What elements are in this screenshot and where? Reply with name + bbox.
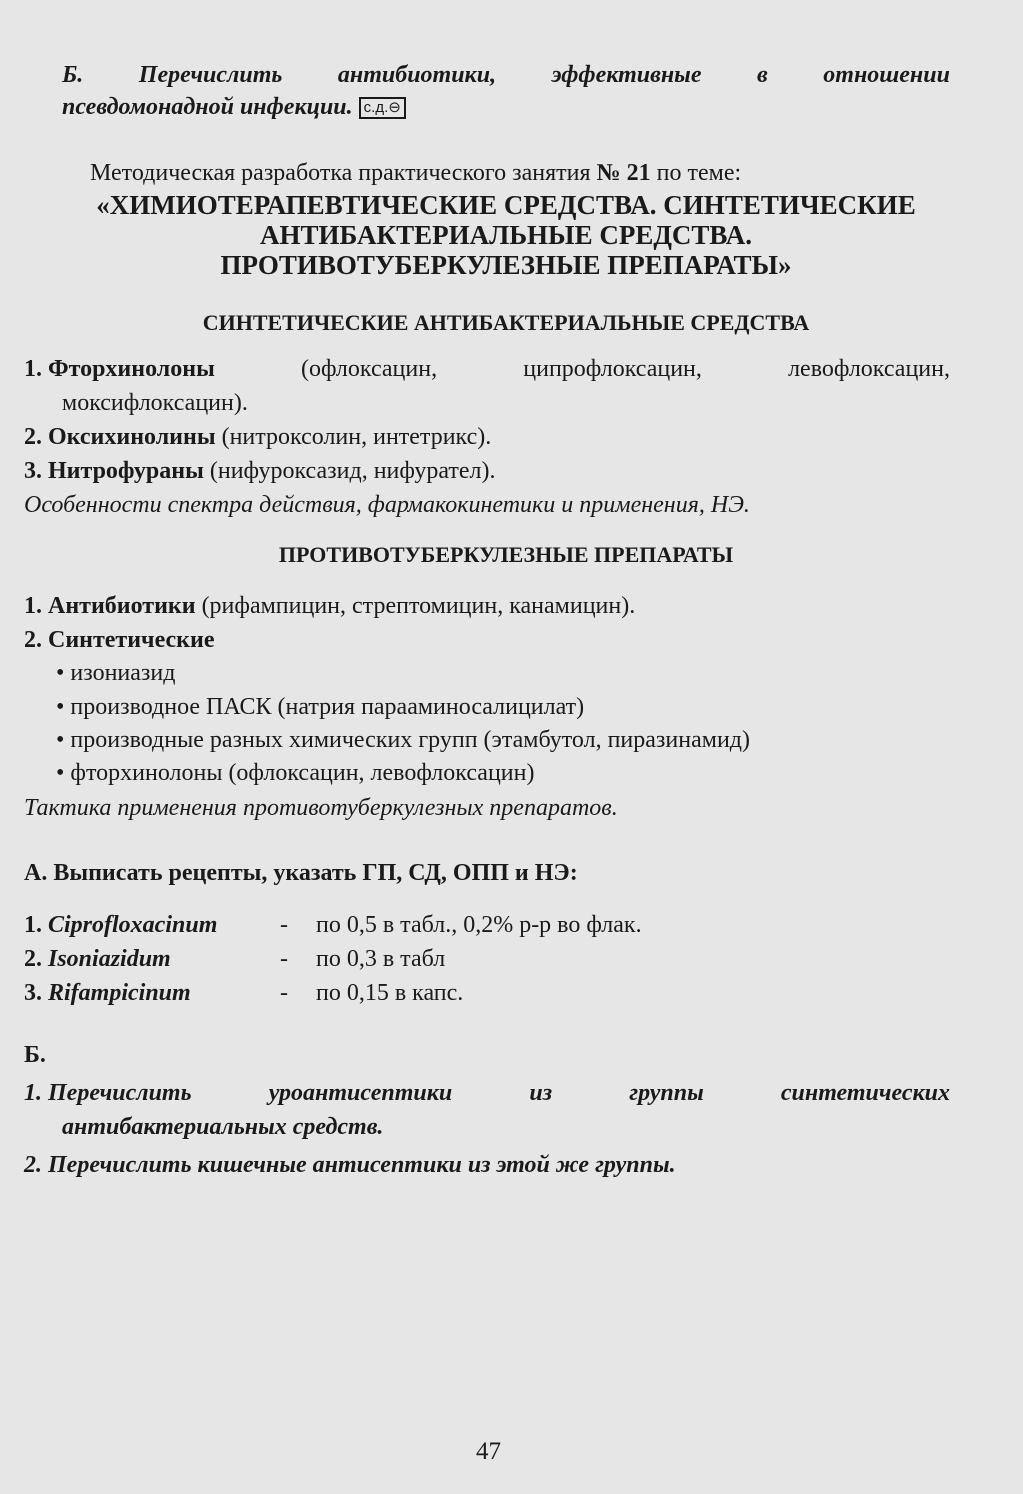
- item-number: 3.: [24, 458, 42, 484]
- item-number: 2.: [24, 424, 42, 450]
- section-b-top-line2: [62, 94, 406, 121]
- drug-group-name: Нитрофураны: [48, 458, 204, 484]
- rx-drug: Ciprofloxacinum: [48, 912, 218, 938]
- rx-dash-2: -: [280, 946, 288, 972]
- word: в: [757, 62, 768, 88]
- item-number: 1.: [24, 356, 42, 382]
- rx-number: 1.: [24, 912, 42, 938]
- drug-name: (офлоксацин,: [300, 356, 438, 382]
- synthetic-item-1: [24, 356, 950, 383]
- rx-drug: Rifampicinum: [48, 980, 191, 1006]
- rx-row-2: [24, 946, 171, 973]
- rx-dash-1: -: [280, 912, 288, 938]
- tb-bullet-4: • фторхинолоны (офлоксацин, левофлоксацин): [56, 760, 535, 786]
- word: уроантисептики: [268, 1080, 453, 1106]
- word: Перечислить: [138, 62, 283, 88]
- word: группы: [629, 1080, 704, 1106]
- word: синтетических: [780, 1080, 950, 1106]
- drug-list: (нитроксолин, интетрикс).: [221, 424, 492, 450]
- item-number: 1.: [24, 1080, 42, 1106]
- difficulty-badge: с.д.⊖: [359, 97, 406, 119]
- topic-intro-suffix: по теме:: [656, 160, 742, 186]
- rx-row-3: [24, 980, 191, 1007]
- synthetic-note: Особенности спектра действия, фармакокинетики и применения, НЭ.: [24, 492, 750, 518]
- lesson-number: № 21: [596, 160, 651, 186]
- section-b-bottom-label: Б.: [24, 1042, 46, 1068]
- rx-dose-3: по 0,15 в капс.: [316, 980, 464, 1006]
- rx-row-1: [24, 912, 217, 939]
- synthetic-item-2: [24, 424, 491, 451]
- topic-intro-text: Методическая разработка практического занятия: [90, 160, 591, 186]
- section-b-item-1-cont: антибактериальных средств.: [62, 1114, 384, 1140]
- section-b-label: Б.: [62, 62, 84, 88]
- tb-item-2: [24, 627, 215, 654]
- synthetic-item-3: [24, 458, 495, 485]
- page-number: 47: [476, 1438, 501, 1465]
- rx-dose-1: по 0,5 в табл., 0,2% р-р во флак.: [316, 912, 642, 938]
- section-b-item-2: [24, 1152, 676, 1179]
- tb-note: Тактика применения противотуберкулезных препаратов.: [24, 795, 618, 821]
- drug-list: (рифампицин, стрептомицин, канамицин).: [201, 593, 636, 619]
- section-b-item-1: [24, 1080, 950, 1107]
- word: антибиотики,: [337, 62, 497, 88]
- topic-intro: [90, 160, 741, 187]
- item-number: 2.: [24, 1152, 42, 1178]
- word: из: [529, 1080, 553, 1106]
- item-number: 1.: [24, 593, 42, 619]
- drug-name: ципрофлоксацин,: [523, 356, 702, 382]
- word: Перечислить: [48, 1080, 192, 1106]
- section-a-heading: А. Выписать рецепты, указать ГП, СД, ОПП и НЭ:: [24, 860, 578, 886]
- rx-drug: Isoniazidum: [48, 946, 171, 972]
- topic-title: [62, 190, 950, 280]
- item-text: Перечислить кишечные антисептики из этой же группы.: [48, 1152, 676, 1178]
- tb-bullet-2: • производное ПАСК (натрия парааминосалицилат): [56, 694, 585, 720]
- word: отношении: [823, 62, 950, 88]
- title-line-1: «ХИМИОТЕРАПЕВТИЧЕСКИЕ СРЕДСТВА. СИНТЕТИЧЕСКИЕ: [96, 190, 916, 220]
- tb-item-1: [24, 593, 635, 620]
- tb-bullet-1: • изониазид: [56, 660, 176, 686]
- synthetic-heading: СИНТЕТИЧЕСКИЕ АНТИБАКТЕРИАЛЬНЫЕ СРЕДСТВА: [202, 310, 810, 335]
- item-number: 2.: [24, 627, 42, 653]
- word: эффективные: [551, 62, 702, 88]
- rx-dose-2: по 0,3 в табл: [316, 946, 446, 972]
- drug-group-name: Антибиотики: [48, 593, 196, 619]
- title-line-3: ПРОТИВОТУБЕРКУЛЕЗНЫЕ ПРЕПАРАТЫ»: [220, 250, 792, 280]
- section-b-top-line1: [62, 62, 950, 89]
- tb-heading: ПРОТИВОТУБЕРКУЛЕЗНЫЕ ПРЕПАРАТЫ: [278, 542, 734, 567]
- tb-bullet-3: • производные разных химических групп (этамбутол, пиразинамид): [56, 727, 750, 753]
- drug-group-name: Синтетические: [48, 627, 215, 653]
- rx-number: 2.: [24, 946, 42, 972]
- drug-name: левофлоксацин,: [788, 356, 950, 382]
- drug-group-name: Фторхинолоны: [48, 356, 215, 382]
- rx-dash-3: -: [280, 980, 288, 1006]
- synthetic-item-1-cont: моксифлоксацин).: [62, 390, 248, 416]
- title-line-2: АНТИБАКТЕРИАЛЬНЫЕ СРЕДСТВА.: [260, 220, 752, 250]
- rx-number: 3.: [24, 980, 42, 1006]
- drug-list: (нифуроксазид, нифурател).: [209, 458, 496, 484]
- drug-group-name: Оксихинолины: [48, 424, 216, 450]
- section-b-top-text: псевдомонадной инфекции.: [62, 94, 353, 120]
